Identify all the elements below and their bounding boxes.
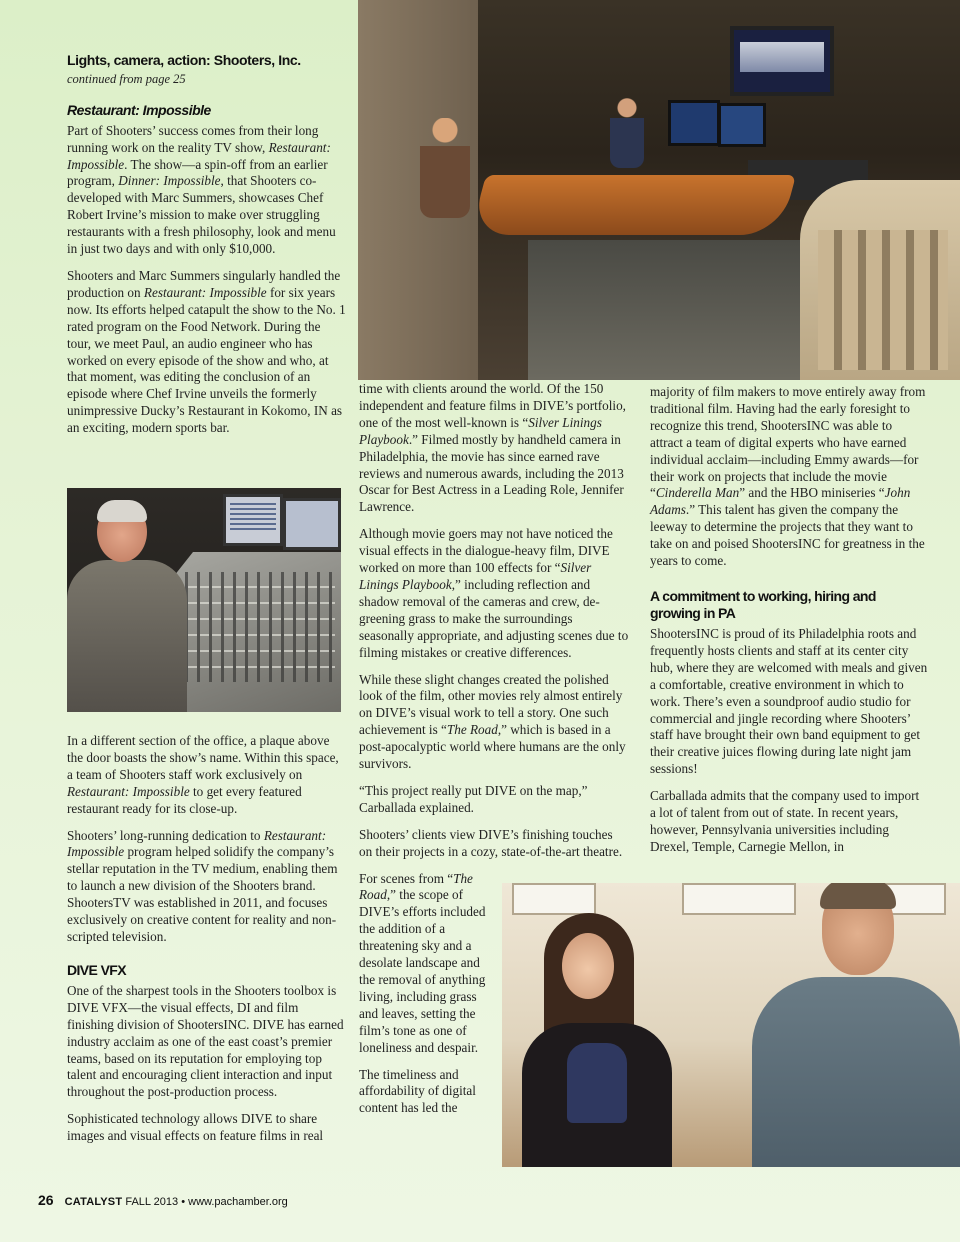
- body-text: ” and the HBO miniseries “: [739, 485, 885, 501]
- monitor: [223, 494, 283, 546]
- body-text: For scenes from “: [359, 870, 454, 886]
- paragraph: [67, 1111, 347, 1145]
- paragraph: [650, 384, 928, 570]
- body-text: majority of film makers to move entirely away from traditional film. Having had the early foresight to recognize this trend, ShootersINC was able to attract a team of digital experts who have earned individual acclaim—including Emmy awards—for their work on projects that include the movie “: [650, 384, 926, 501]
- footer-bullet: •: [181, 1196, 186, 1208]
- italic-title-text: The Road: [359, 870, 473, 903]
- body-text: The timeliness and affordability of digital content has led the: [359, 1066, 476, 1116]
- body-text: , that Shooters co-developed with Marc Summers, showcases Chef Robert Irvine’s mission to make over struggling restaurants with a fresh philosophy, look and menu in just two days and with only $10,000.: [67, 173, 336, 257]
- body-text: In a different section of the office, a plaque above the door boasts the show’s name. Within this space, a team of Shooters staff work exclusively on: [67, 733, 339, 782]
- paragraph: [359, 526, 629, 661]
- paragraph: [67, 123, 347, 258]
- paragraph: [359, 672, 629, 773]
- engineer-hair: [97, 500, 147, 522]
- body-text: .” Filmed mostly by handheld camera in Philadelphia, the movie has since earned rave reviews and numerous awards, including the 2013 Oscar for Best Actress in a Leading Role, Jennifer Lawrence.: [359, 431, 624, 515]
- audio-engineer-photo: [67, 488, 341, 712]
- body-text: ,” including reflection and shadow removal of the cameras and crew, de-greening grass to make the surroundings seasonally appropriate, and adjusting scenes due to filming mistakes or creative differences.: [359, 576, 629, 660]
- monitor: [668, 100, 720, 146]
- body-text: While these slight changes created the polished look of the film, other movies rely almost entirely on DIVE’s visual work to tell a story. One such achievement is “: [359, 671, 623, 738]
- italic-title-text: Dinner: Impossible: [118, 173, 221, 189]
- actor-hair: [820, 883, 896, 909]
- body-text: ,” which is based in a post-apocalyptic world where humans are the only survivors.: [359, 722, 626, 772]
- monitor: [718, 103, 766, 147]
- issue-label: FALL 2013: [125, 1196, 179, 1208]
- paragraph: [359, 871, 489, 1057]
- body-text: ShootersINC is proud of its Philadelphia roots and frequently hosts clients and staff at its center city hub, where they are welcomed with meals and given a comfortable, creative environment in which to work. There’s even a soundproof audio studio for commercial and jingle recording where Shooters’ staff have brought their own band equipment to get their creative juices flowing during late night jam sessions!: [650, 625, 928, 777]
- body-text: . The show—a spin-off from an earlier program,: [67, 156, 328, 189]
- actress-top: [567, 1043, 627, 1123]
- column-1-lower: [67, 733, 347, 1155]
- body-text: Shooters’ clients view DIVE’s finishing touches on their projects in a cozy, state-of-the-art theatre.: [359, 826, 623, 859]
- stone-balustrade: [800, 180, 960, 380]
- italic-title-text: John Adams: [650, 485, 911, 518]
- italic-title-text: Restaurant: Impossible: [67, 827, 327, 860]
- paragraph: [359, 381, 629, 516]
- body-text: ,” the scope of DIVE’s efforts included the addition of a threatening sky and a desolate landscape and the removal of anything living, including grass and leaves, setting the film’s tone as one of loneliness and despair.: [359, 887, 486, 1055]
- body-text: .” This talent has given the company the leeway to determine the projects that they want to take on and poised ShootersINC for greatness in the years to come.: [650, 502, 925, 569]
- paragraph: [650, 788, 928, 856]
- subhead-restaurant-impossible: Restaurant: Impossible: [67, 101, 211, 118]
- body-text: One of the sharpest tools in the Shooters toolbox is DIVE VFX—the visual effects, DI and film finishing division of ShootersINC. DIVE has earned industry acclaim as one of the east coast’s premier teams, based on its reputation for employing top talent and encouraging client interaction and input throughout the post-production process.: [67, 982, 344, 1100]
- italic-title-text: Cinderella Man: [655, 485, 740, 501]
- column-1: [67, 52, 347, 447]
- editing-suite-photo: [358, 0, 960, 380]
- paragraph: [67, 268, 347, 437]
- engineer-body: [67, 560, 187, 712]
- editor-person: [610, 98, 644, 168]
- section-heading-pa: A commitment to working, hiring and growing in PA: [650, 587, 876, 621]
- column-3: [650, 384, 928, 866]
- paragraph: [650, 626, 928, 778]
- paragraph: [67, 733, 347, 818]
- studio-floor: [528, 240, 808, 380]
- website-link[interactable]: www.pachamber.org: [188, 1196, 288, 1208]
- actor-body: [752, 977, 960, 1167]
- orange-desk: [470, 175, 796, 235]
- actress-figure: [522, 913, 672, 1167]
- body-text: Carballada admits that the company used to import a lot of talent from out of state. In recent years, however, Pennsylvania universities including Drexel, Temple, Carnegie Mellon, in: [650, 788, 920, 854]
- body-text: program helped solidify the company’s stellar reputation in the TV medium, enabling them to launch a new division of the Shooters brand. ShootersTV was established in 2011, and focuses exclusively on creative content for reality and non-scripted television.: [67, 844, 338, 944]
- wall-screen: [730, 26, 834, 96]
- body-text: Part of Shooters’ success comes from their long running work on the reality TV show,: [67, 122, 319, 155]
- paragraph: [359, 1067, 489, 1118]
- magazine-name: CATALYST: [64, 1196, 123, 1208]
- paragraph: [67, 828, 347, 946]
- body-text: Shooters’ long-running dedication to: [67, 827, 264, 843]
- paragraph: [359, 827, 627, 861]
- continued-note: continued from page 25: [67, 71, 186, 86]
- body-text: time with clients around the world. Of the 150 independent and feature films in DIVE’s portfolio, one of the most well-known is “: [359, 381, 626, 430]
- silver-linings-still-photo: [502, 883, 960, 1167]
- body-text: “This project really put DIVE on the map,” Carballada explained.: [359, 782, 588, 815]
- italic-title-text: Restaurant: Impossible: [67, 783, 190, 799]
- body-text: Although movie goers may not have noticed the visual effects in the dialogue-heavy film, DIVE worked on more than 100 effects for “: [359, 526, 613, 576]
- paragraph: [67, 983, 347, 1101]
- italic-title-text: Restaurant: Impossible: [143, 284, 267, 300]
- body-text: Shooters and Marc Summers singularly handled the production on: [67, 267, 341, 300]
- section-heading-dive-vfx: DIVE VFX: [67, 961, 126, 978]
- italic-title-text: The Road: [446, 722, 498, 738]
- page-footer: [38, 1192, 288, 1208]
- article-title: Lights, camera, action: Shooters, Inc.: [67, 52, 301, 68]
- editor-person: [420, 118, 470, 218]
- actor-figure: [742, 883, 960, 1167]
- window: [512, 883, 596, 915]
- body-text: to get every featured restaurant ready for its close-up.: [67, 783, 302, 816]
- italic-title-text: Restaurant: Impossible: [67, 139, 331, 172]
- audio-engineer: [67, 502, 187, 712]
- page-number: 26: [38, 1192, 54, 1208]
- monitor: [283, 498, 341, 550]
- paragraph: [359, 783, 629, 817]
- body-text: for six years now. Its efforts helped catapult the show to the No. 1 rated program on the Food Network. During the tour, we meet Paul, an audio engineer who has worked on every episode of the show and who, at that moment, was editing the conclusion of an episode where Chef Irvine unveils the formerly unimpressive Ducky’s Restaurant in Kokomo, IN as an exciting, modern sports bar.: [67, 284, 346, 436]
- actress-face: [562, 933, 614, 999]
- italic-title-text: Silver Linings Playbook: [359, 414, 602, 447]
- italic-title-text: Silver Linings Playbook: [359, 560, 592, 592]
- body-text: Sophisticated technology allows DIVE to share images and visual effects on feature films in real: [67, 1111, 324, 1144]
